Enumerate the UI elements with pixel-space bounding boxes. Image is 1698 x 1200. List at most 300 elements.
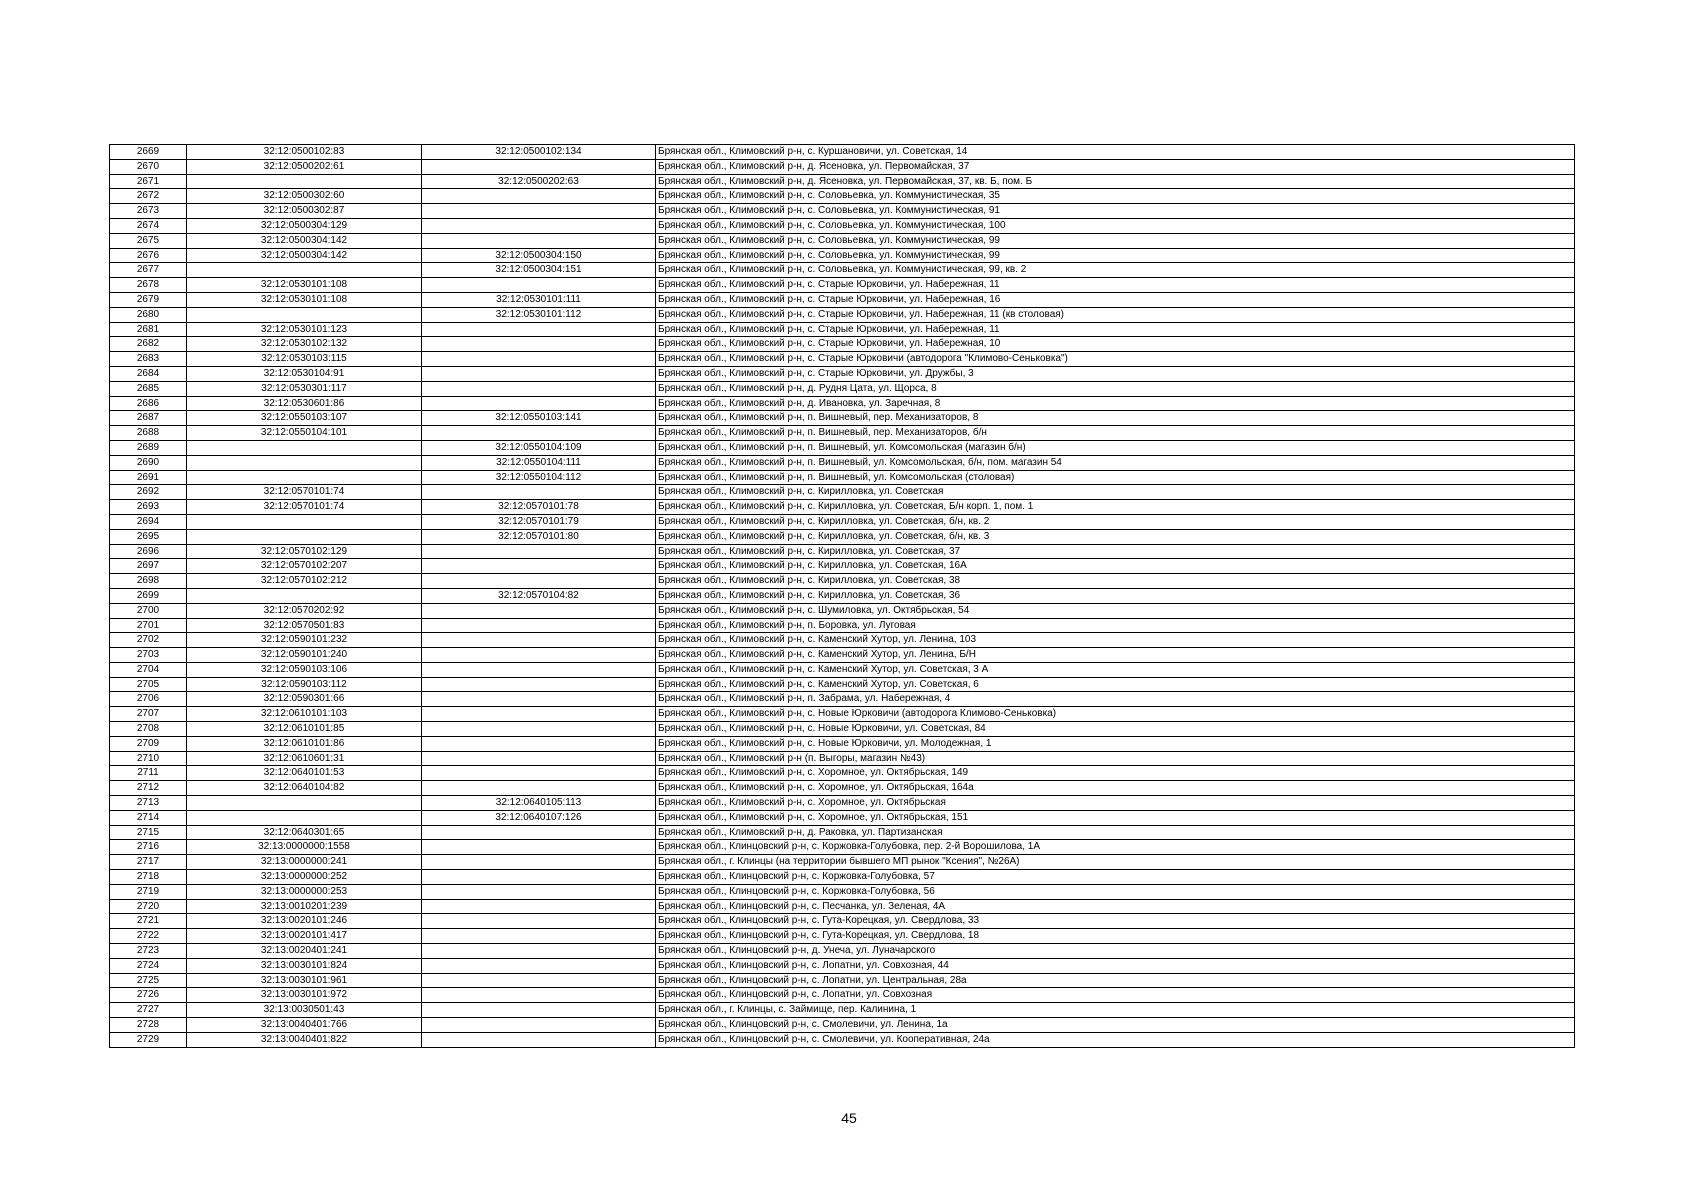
row-number-cell: 2728 [110,1018,187,1033]
land-cadastral-number-cell: 32:12:0610101:85 [187,722,422,737]
object-cadastral-number-cell [422,751,656,766]
row-number-cell: 2688 [110,426,187,441]
object-cadastral-number-cell [422,322,656,337]
land-cadastral-number-cell [187,514,422,529]
object-cadastral-number-cell [422,766,656,781]
table-row [110,263,1575,278]
table-row [110,485,1575,500]
land-cadastral-number-cell [187,174,422,189]
row-number-cell: 2723 [110,944,187,959]
row-number-cell: 2709 [110,736,187,751]
land-cadastral-number-cell: 32:12:0590103:112 [187,677,422,692]
address-cell: Брянская обл., г. Клинцы (на территории бывшего МП рынок "Ксения", №26А) [656,855,1575,870]
object-cadastral-number-cell: 32:12:0640107:126 [422,810,656,825]
row-number-cell: 2700 [110,603,187,618]
land-cadastral-number-cell: 32:12:0590103:106 [187,662,422,677]
object-cadastral-number-cell [422,662,656,677]
address-cell: Брянская обл., Климовский р-н, д. Ясеновка, ул. Первомайская, 37 [656,159,1575,174]
object-cadastral-number-cell [422,736,656,751]
row-number-cell: 2693 [110,500,187,515]
object-cadastral-number-cell [422,825,656,840]
row-number-cell: 2714 [110,810,187,825]
address-cell: Брянская обл., Климовский р-н, с. Хоромное, ул. Октябрьская, 164а [656,781,1575,796]
table-row [110,736,1575,751]
table-row [110,588,1575,603]
address-cell: Брянская обл., Климовский р-н, с. Соловьевка, ул. Коммунистическая, 99 [656,248,1575,263]
object-cadastral-number-cell [422,870,656,885]
table-row [110,529,1575,544]
address-cell: Брянская обл., Климовский р-н, с. Старые Юрковичи (автодорога "Климово-Сеньковка") [656,352,1575,367]
land-cadastral-number-cell [187,588,422,603]
table-row [110,1018,1575,1033]
row-number-cell: 2718 [110,870,187,885]
land-cadastral-number-cell: 32:13:0000000:252 [187,870,422,885]
row-number-cell: 2676 [110,248,187,263]
row-number-cell: 2715 [110,825,187,840]
table-row [110,677,1575,692]
land-cadastral-number-cell: 32:12:0590301:66 [187,692,422,707]
table-row [110,159,1575,174]
land-cadastral-number-cell: 32:12:0640104:82 [187,781,422,796]
object-cadastral-number-cell [422,899,656,914]
address-cell: Брянская обл., Климовский р-н, п. Вишневый, ул. Комсомольская (столовая) [656,470,1575,485]
address-cell: Брянская обл., Климовский р-н, с. Кирилловка, ул. Советская, 38 [656,574,1575,589]
table-row [110,870,1575,885]
land-cadastral-number-cell: 32:12:0610601:31 [187,751,422,766]
object-cadastral-number-cell [422,1018,656,1033]
row-number-cell: 2697 [110,559,187,574]
table-row [110,337,1575,352]
address-cell: Брянская обл., Клинцовский р-н, с. Лопатни, ул. Совхозная, 44 [656,958,1575,973]
land-cadastral-number-cell: 32:12:0550104:101 [187,426,422,441]
address-cell: Брянская обл., Климовский р-н, с. Кирилловка, ул. Советская, 36 [656,588,1575,603]
address-cell: Брянская обл., Климовский р-н, с. Новые Юрковичи (автодорога Климово-Сеньковка) [656,707,1575,722]
table-row [110,914,1575,929]
table-row [110,707,1575,722]
address-cell: Брянская обл., Климовский р-н, с. Хоромное, ул. Октябрьская [656,796,1575,811]
table-body [110,145,1575,1048]
address-cell: Брянская обл., Климовский р-н, с. Соловьевка, ул. Коммунистическая, 100 [656,218,1575,233]
address-cell: Брянская обл., Климовский р-н, с. Соловьевка, ул. Коммунистическая, 91 [656,204,1575,219]
table-row [110,233,1575,248]
object-cadastral-number-cell [422,159,656,174]
address-cell: Брянская обл., Клинцовский р-н, с. Песчанка, ул. Зеленая, 4А [656,899,1575,914]
land-cadastral-number-cell: 32:12:0500202:61 [187,159,422,174]
address-cell: Брянская обл., Климовский р-н, с. Каменский Хутор, ул. Советская, 6 [656,677,1575,692]
table-row [110,944,1575,959]
table-row [110,958,1575,973]
row-number-cell: 2698 [110,574,187,589]
object-cadastral-number-cell [422,603,656,618]
address-cell: Брянская обл., Клинцовский р-н, с. Лопатни, ул. Центральная, 28а [656,973,1575,988]
row-number-cell: 2703 [110,648,187,663]
object-cadastral-number-cell: 32:12:0570101:78 [422,500,656,515]
table-row [110,500,1575,515]
address-cell: Брянская обл., Климовский р-н, с. Соловьевка, ул. Коммунистическая, 99 [656,233,1575,248]
row-number-cell: 2682 [110,337,187,352]
table-row [110,648,1575,663]
land-cadastral-number-cell: 32:13:0030101:972 [187,988,422,1003]
row-number-cell: 2684 [110,366,187,381]
object-cadastral-number-cell: 32:12:0550104:112 [422,470,656,485]
object-cadastral-number-cell: 32:12:0500102:134 [422,145,656,160]
row-number-cell: 2706 [110,692,187,707]
table-row [110,307,1575,322]
address-cell: Брянская обл., Климовский р-н, с. Кирилловка, ул. Советская, 16А [656,559,1575,574]
table-row [110,352,1575,367]
row-number-cell: 2711 [110,766,187,781]
row-number-cell: 2727 [110,1003,187,1018]
row-number-cell: 2708 [110,722,187,737]
land-cadastral-number-cell: 32:13:0000000:253 [187,884,422,899]
land-cadastral-number-cell: 32:12:0530101:108 [187,278,422,293]
address-cell: Брянская обл., Климовский р-н, с. Хоромное, ул. Октябрьская, 151 [656,810,1575,825]
object-cadastral-number-cell [422,189,656,204]
land-cadastral-number-cell: 32:12:0530101:108 [187,292,422,307]
table-row [110,470,1575,485]
object-cadastral-number-cell [422,366,656,381]
table-row [110,174,1575,189]
address-cell: Брянская обл., г. Клинцы, с. Займище, пер. Калинина, 1 [656,1003,1575,1018]
object-cadastral-number-cell [422,574,656,589]
object-cadastral-number-cell [422,884,656,899]
row-number-cell: 2717 [110,855,187,870]
row-number-cell: 2702 [110,633,187,648]
address-cell: Брянская обл., Климовский р-н, п. Вишневый, пер. Механизаторов, 8 [656,411,1575,426]
land-cadastral-number-cell: 32:12:0640101:53 [187,766,422,781]
row-number-cell: 2681 [110,322,187,337]
land-cadastral-number-cell: 32:12:0590101:240 [187,648,422,663]
address-cell: Брянская обл., Климовский р-н, п. Вишневый, ул. Комсомольская (магазин б/н) [656,440,1575,455]
land-cadastral-number-cell: 32:13:0010201:239 [187,899,422,914]
table-row [110,559,1575,574]
address-cell: Брянская обл., Климовский р-н, с. Соловьевка, ул. Коммунистическая, 99, кв. 2 [656,263,1575,278]
address-cell: Брянская обл., Климовский р-н, с. Старые Юрковичи, ул. Дружбы, 3 [656,366,1575,381]
object-cadastral-number-cell [422,929,656,944]
row-number-cell: 2716 [110,840,187,855]
land-cadastral-number-cell: 32:12:0610101:103 [187,707,422,722]
address-cell: Брянская обл., Клинцовский р-н, с. Смолевичи, ул. Кооперативная, 24а [656,1032,1575,1047]
object-cadastral-number-cell [422,337,656,352]
address-cell: Брянская обл., Клинцовский р-н, с. Коржовка-Голубовка, 57 [656,870,1575,885]
table-row [110,973,1575,988]
object-cadastral-number-cell [422,648,656,663]
row-number-cell: 2729 [110,1032,187,1047]
table-row [110,722,1575,737]
land-cadastral-number-cell: 32:12:0570101:74 [187,485,422,500]
table-row [110,426,1575,441]
land-cadastral-number-cell: 32:12:0570501:83 [187,618,422,633]
object-cadastral-number-cell [422,944,656,959]
object-cadastral-number-cell: 32:12:0530101:112 [422,307,656,322]
row-number-cell: 2689 [110,440,187,455]
table-row [110,440,1575,455]
land-cadastral-number-cell: 32:12:0610101:86 [187,736,422,751]
land-cadastral-number-cell [187,529,422,544]
address-cell: Брянская обл., Климовский р-н, д. Раковка, ул. Партизанская [656,825,1575,840]
row-number-cell: 2671 [110,174,187,189]
address-cell: Брянская обл., Климовский р-н, с. Старые Юрковичи, ул. Набережная, 16 [656,292,1575,307]
land-cadastral-number-cell: 32:12:0500102:83 [187,145,422,160]
object-cadastral-number-cell [422,485,656,500]
row-number-cell: 2680 [110,307,187,322]
object-cadastral-number-cell: 32:12:0570101:79 [422,514,656,529]
address-cell: Брянская обл., Климовский р-н, д. Ясеновка, ул. Первомайская, 37, кв. Б, пом. Б [656,174,1575,189]
table-row [110,248,1575,263]
object-cadastral-number-cell [422,692,656,707]
row-number-cell: 2725 [110,973,187,988]
object-cadastral-number-cell [422,722,656,737]
land-cadastral-number-cell: 32:12:0500302:60 [187,189,422,204]
row-number-cell: 2696 [110,544,187,559]
table-row [110,544,1575,559]
table-row [110,796,1575,811]
object-cadastral-number-cell [422,1032,656,1047]
row-number-cell: 2678 [110,278,187,293]
table-row [110,825,1575,840]
object-cadastral-number-cell [422,233,656,248]
table-row [110,855,1575,870]
row-number-cell: 2669 [110,145,187,160]
land-cadastral-number-cell: 32:13:0000000:241 [187,855,422,870]
row-number-cell: 2721 [110,914,187,929]
address-cell: Брянская обл., Клинцовский р-н, с. Коржовка-Голубовка, пер. 2-й Ворошилова, 1А [656,840,1575,855]
row-number-cell: 2710 [110,751,187,766]
table-row [110,899,1575,914]
address-cell: Брянская обл., Клинцовский р-н, с. Смолевичи, ул. Ленина, 1а [656,1018,1575,1033]
object-cadastral-number-cell: 32:12:0500202:63 [422,174,656,189]
object-cadastral-number-cell: 32:12:0550103:141 [422,411,656,426]
land-cadastral-number-cell [187,810,422,825]
object-cadastral-number-cell [422,855,656,870]
object-cadastral-number-cell [422,381,656,396]
row-number-cell: 2677 [110,263,187,278]
address-cell: Брянская обл., Климовский р-н, с. Старые Юрковичи, ул. Набережная, 11 [656,322,1575,337]
object-cadastral-number-cell [422,559,656,574]
address-cell: Брянская обл., Климовский р-н (п. Выгоры, магазин №43) [656,751,1575,766]
land-cadastral-number-cell: 32:13:0040401:822 [187,1032,422,1047]
object-cadastral-number-cell: 32:12:0640105:113 [422,796,656,811]
land-cadastral-number-cell: 32:12:0640301:65 [187,825,422,840]
object-cadastral-number-cell [422,781,656,796]
row-number-cell: 2691 [110,470,187,485]
row-number-cell: 2720 [110,899,187,914]
object-cadastral-number-cell [422,958,656,973]
table-row [110,396,1575,411]
cadastral-table [109,144,1575,1048]
address-cell: Брянская обл., Климовский р-н, д. Ивановка, ул. Заречная, 8 [656,396,1575,411]
land-cadastral-number-cell [187,455,422,470]
address-cell: Брянская обл., Климовский р-н, с. Кирилловка, ул. Советская [656,485,1575,500]
address-cell: Брянская обл., Климовский р-н, д. Рудня Цата, ул. Щорса, 8 [656,381,1575,396]
land-cadastral-number-cell [187,263,422,278]
row-number-cell: 2722 [110,929,187,944]
object-cadastral-number-cell: 32:12:0500304:150 [422,248,656,263]
land-cadastral-number-cell: 32:12:0530601:86 [187,396,422,411]
table-row [110,455,1575,470]
address-cell: Брянская обл., Климовский р-н, с. Новые Юрковичи, ул. Советская, 84 [656,722,1575,737]
address-cell: Брянская обл., Климовский р-н, с. Кирилловка, ул. Советская, б/н, кв. 3 [656,529,1575,544]
row-number-cell: 2673 [110,204,187,219]
table-row [110,514,1575,529]
object-cadastral-number-cell: 32:12:0530101:111 [422,292,656,307]
address-cell: Брянская обл., Клинцовский р-н, с. Гута-Корецкая, ул. Свердлова, 18 [656,929,1575,944]
table-row [110,810,1575,825]
table-row [110,929,1575,944]
address-cell: Брянская обл., Климовский р-н, п. Вишневый, ул. Комсомольская, б/н, пом. магазин 54 [656,455,1575,470]
address-cell: Брянская обл., Клинцовский р-н, с. Коржовка-Голубовка, 56 [656,884,1575,899]
address-cell: Брянская обл., Климовский р-н, с. Старые Юрковичи, ул. Набережная, 10 [656,337,1575,352]
land-cadastral-number-cell: 32:12:0570102:207 [187,559,422,574]
table-row [110,574,1575,589]
table-row [110,781,1575,796]
address-cell: Брянская обл., Климовский р-н, с. Старые Юрковичи, ул. Набережная, 11 [656,278,1575,293]
table-row [110,292,1575,307]
row-number-cell: 2679 [110,292,187,307]
address-cell: Брянская обл., Климовский р-н, с. Новые Юрковичи, ул. Молодежная, 1 [656,736,1575,751]
land-cadastral-number-cell: 32:12:0500304:129 [187,218,422,233]
land-cadastral-number-cell: 32:13:0020401:241 [187,944,422,959]
table-row [110,603,1575,618]
object-cadastral-number-cell [422,218,656,233]
row-number-cell: 2690 [110,455,187,470]
row-number-cell: 2719 [110,884,187,899]
land-cadastral-number-cell: 32:13:0030101:961 [187,973,422,988]
object-cadastral-number-cell: 32:12:0570101:80 [422,529,656,544]
object-cadastral-number-cell [422,544,656,559]
row-number-cell: 2694 [110,514,187,529]
row-number-cell: 2701 [110,618,187,633]
table-row [110,618,1575,633]
object-cadastral-number-cell [422,914,656,929]
land-cadastral-number-cell: 32:13:0020101:246 [187,914,422,929]
table-row [110,381,1575,396]
table-row [110,1003,1575,1018]
row-number-cell: 2692 [110,485,187,500]
object-cadastral-number-cell [422,618,656,633]
row-number-cell: 2687 [110,411,187,426]
address-cell: Брянская обл., Клинцовский р-н, с. Лопатни, ул. Совхозная [656,988,1575,1003]
land-cadastral-number-cell: 32:12:0500302:87 [187,204,422,219]
row-number-cell: 2712 [110,781,187,796]
row-number-cell: 2699 [110,588,187,603]
object-cadastral-number-cell: 32:12:0500304:151 [422,263,656,278]
row-number-cell: 2683 [110,352,187,367]
row-number-cell: 2713 [110,796,187,811]
row-number-cell: 2675 [110,233,187,248]
table-row [110,633,1575,648]
object-cadastral-number-cell [422,396,656,411]
table-row [110,366,1575,381]
table-row [110,218,1575,233]
table-row [110,766,1575,781]
land-cadastral-number-cell: 32:13:0030501:43 [187,1003,422,1018]
row-number-cell: 2695 [110,529,187,544]
land-cadastral-number-cell: 32:12:0570202:92 [187,603,422,618]
address-cell: Брянская обл., Климовский р-н, с. Каменский Хутор, ул. Ленина, Б/Н [656,648,1575,663]
row-number-cell: 2704 [110,662,187,677]
address-cell: Брянская обл., Климовский р-н, с. Кирилловка, ул. Советская, Б/н корп. 1, пом. 1 [656,500,1575,515]
land-cadastral-number-cell: 32:12:0500304:142 [187,248,422,263]
table-row [110,662,1575,677]
land-cadastral-number-cell: 32:12:0530103:115 [187,352,422,367]
table-row [110,145,1575,160]
table-row [110,840,1575,855]
table-row [110,322,1575,337]
object-cadastral-number-cell [422,1003,656,1018]
land-cadastral-number-cell: 32:13:0030101:824 [187,958,422,973]
address-cell: Брянская обл., Климовский р-н, п. Вишневый, пер. Механизаторов, б/н [656,426,1575,441]
address-cell: Брянская обл., Климовский р-н, с. Кирилловка, ул. Советская, 37 [656,544,1575,559]
object-cadastral-number-cell [422,278,656,293]
table-row [110,751,1575,766]
land-cadastral-number-cell: 32:12:0530101:123 [187,322,422,337]
address-cell: Брянская обл., Климовский р-н, с. Каменский Хутор, ул. Советская, 3 А [656,662,1575,677]
row-number-cell: 2674 [110,218,187,233]
row-number-cell: 2705 [110,677,187,692]
address-cell: Брянская обл., Клинцовский р-н, с. Гута-Корецкая, ул. Свердлова, 33 [656,914,1575,929]
row-number-cell: 2707 [110,707,187,722]
object-cadastral-number-cell: 32:12:0570104:82 [422,588,656,603]
row-number-cell: 2685 [110,381,187,396]
object-cadastral-number-cell: 32:12:0550104:111 [422,455,656,470]
land-cadastral-number-cell: 32:12:0570101:74 [187,500,422,515]
land-cadastral-number-cell [187,796,422,811]
land-cadastral-number-cell [187,440,422,455]
land-cadastral-number-cell: 32:12:0530104:91 [187,366,422,381]
row-number-cell: 2724 [110,958,187,973]
row-number-cell: 2726 [110,988,187,1003]
address-cell: Брянская обл., Климовский р-н, п. Боровка, ул. Луговая [656,618,1575,633]
land-cadastral-number-cell [187,307,422,322]
land-cadastral-number-cell: 32:12:0550103:107 [187,411,422,426]
address-cell: Брянская обл., Климовский р-н, с. Каменский Хутор, ул. Ленина, 103 [656,633,1575,648]
table-row [110,884,1575,899]
land-cadastral-number-cell: 32:13:0020101:417 [187,929,422,944]
land-cadastral-number-cell: 32:12:0570102:129 [187,544,422,559]
land-cadastral-number-cell: 32:12:0500304:142 [187,233,422,248]
table-row [110,692,1575,707]
land-cadastral-number-cell: 32:12:0530102:132 [187,337,422,352]
address-cell: Брянская обл., Климовский р-н, с. Шумиловка, ул. Октябрьская, 54 [656,603,1575,618]
address-cell: Брянская обл., Климовский р-н, п. Забрама, ул. Набережная, 4 [656,692,1575,707]
land-cadastral-number-cell: 32:12:0590101:232 [187,633,422,648]
address-cell: Брянская обл., Климовский р-н, с. Хоромное, ул. Октябрьская, 149 [656,766,1575,781]
address-cell: Брянская обл., Климовский р-н, с. Кирилловка, ул. Советская, б/н, кв. 2 [656,514,1575,529]
object-cadastral-number-cell [422,840,656,855]
land-cadastral-number-cell: 32:13:0040401:766 [187,1018,422,1033]
object-cadastral-number-cell [422,633,656,648]
object-cadastral-number-cell [422,426,656,441]
table-row [110,1032,1575,1047]
table-row [110,988,1575,1003]
row-number-cell: 2670 [110,159,187,174]
address-cell: Брянская обл., Климовский р-н, с. Старые Юрковичи, ул. Набережная, 11 (кв столовая) [656,307,1575,322]
row-number-cell: 2686 [110,396,187,411]
address-cell: Брянская обл., Клинцовский р-н, д. Унеча, ул. Луначарского [656,944,1575,959]
land-cadastral-number-cell: 32:13:0000000:1558 [187,840,422,855]
object-cadastral-number-cell [422,707,656,722]
object-cadastral-number-cell: 32:12:0550104:109 [422,440,656,455]
land-cadastral-number-cell: 32:12:0570102:212 [187,574,422,589]
row-number-cell: 2672 [110,189,187,204]
address-cell: Брянская обл., Климовский р-н, с. Соловьевка, ул. Коммунистическая, 35 [656,189,1575,204]
table-row [110,189,1575,204]
table-row [110,204,1575,219]
table-row [110,278,1575,293]
land-cadastral-number-cell: 32:12:0530301:117 [187,381,422,396]
object-cadastral-number-cell [422,973,656,988]
